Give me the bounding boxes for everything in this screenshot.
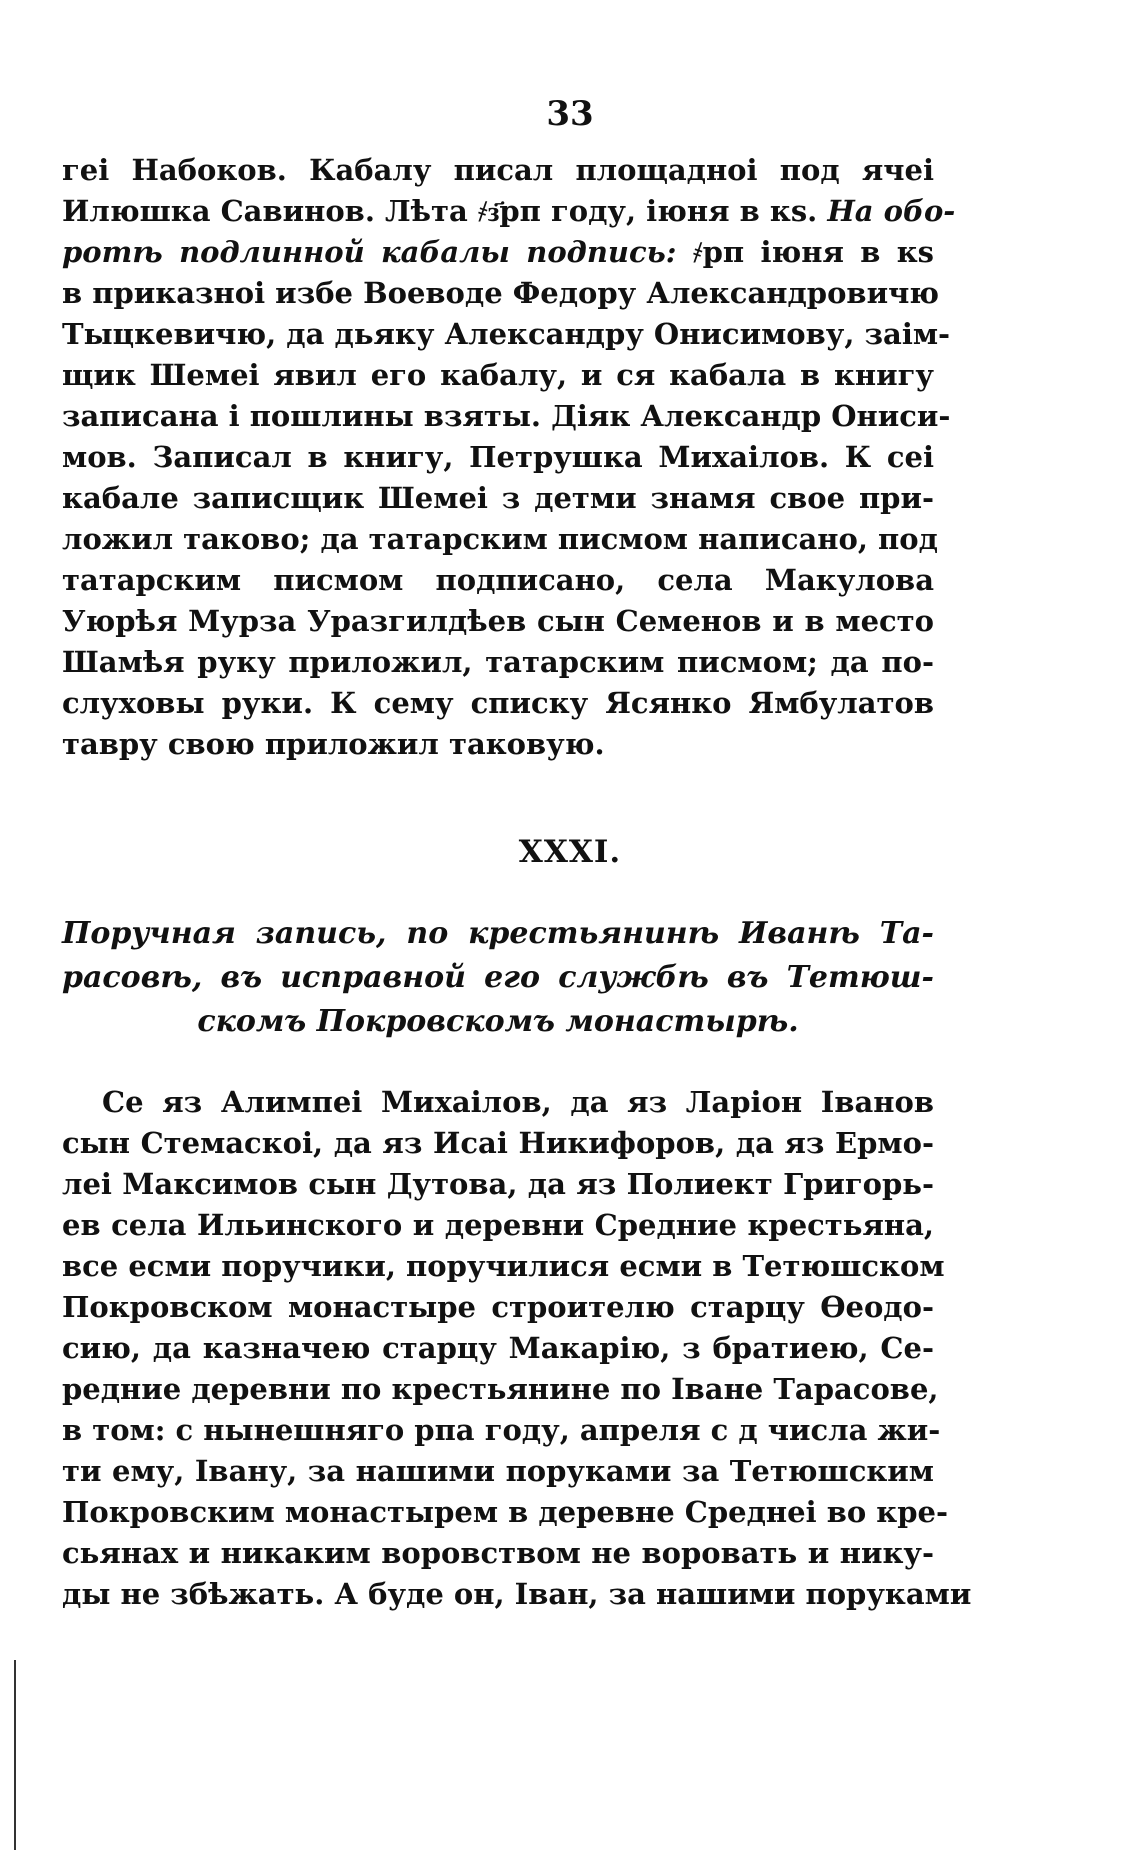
text-line: Уюрѣя Мурза Уразгилдѣев сын Семенов и в место	[62, 604, 934, 638]
section-heading	[62, 912, 934, 1044]
text-line: тавру свою приложил таковую.	[62, 727, 605, 761]
text-line: ев села Ильинского и деревни Средние крестьяна,	[62, 1208, 934, 1242]
italic-text: На обо-	[827, 194, 956, 228]
text-line: ти ему, Івану, за нашими поруками за Тетюшским	[62, 1454, 934, 1488]
text-line: слуховы руки. К сему списку Ясянко Ямбулатов	[62, 686, 934, 720]
text-line: Тыцкевичю, да дьяку Александру Онисимову, заім-	[62, 317, 951, 351]
page-number: 33	[546, 94, 594, 134]
text-line: Се яз Алимпеі Михаілов, да яз Ларіон Іванов	[102, 1085, 934, 1119]
text-line: Покровским монастырем в деревне Среднеі во кре-	[62, 1495, 949, 1529]
text-line: редние деревни по крестьянине по Іване Тарасове,	[62, 1372, 939, 1406]
heading-line: расовѣ, въ исправной его службѣ въ Тетюш-	[62, 960, 934, 995]
paragraph-1	[62, 150, 956, 765]
heading-line: скомъ Покровскомъ монастырѣ.	[197, 1004, 799, 1039]
text-line: сын Стемаскоі, да яз Исаі Никифоров, да яз Ермо-	[62, 1126, 934, 1160]
text-line: записана і пошлины взяты. Діяк Александр Ониси-	[62, 399, 951, 433]
text-line: в приказноі избе Воеводе Федору Александровичю	[62, 276, 940, 310]
text-line: все есми поручики, поручилися есми в Тетюшском	[62, 1249, 945, 1283]
text-line: ды не збѣжать. А буде он, Іван, за нашими поруками	[62, 1577, 972, 1611]
text-line: геі Набоков. Кабалу писал площадноі под ячеі	[62, 153, 934, 187]
heading-line: Поручная запись, по крестьянинѣ Иванѣ Та-	[62, 916, 934, 951]
text-line: мов. Записал в книгу, Петрушка Михаілов. К сеі	[62, 440, 934, 474]
text-line: ротѣ подлинной кабалы подпись: ҂рп іюня в кѕ	[62, 235, 934, 269]
text-line: кабале записщик Шемеі з детми знамя свое при-	[62, 481, 934, 515]
section-number: XXXI.	[518, 834, 622, 870]
text-line: татарским писмом подписано, села Макулова	[62, 563, 934, 597]
paragraph-2	[62, 1082, 972, 1615]
text-line: сию, да казначею старцу Макарію, з братиею, Се-	[62, 1331, 934, 1365]
text-line: щик Шемеі явил его кабалу, и ся кабала в книгу	[62, 358, 934, 392]
text-line: в том: с нынешняго рпа году, апреля с д числа жи-	[62, 1413, 941, 1447]
text-line: Покровском монастыре строителю старцу Ѳеодо-	[62, 1290, 934, 1324]
text-line: Илюшка Савинов. Лѣта ҂з҃рп году, іюня в кѕ. На обо-	[62, 194, 956, 228]
text-line: сьянах и никаким воровством не воровать и нику-	[62, 1536, 934, 1570]
text-line: Шамѣя руку приложил, татарским писмом; да по-	[62, 645, 934, 679]
text-line: леі Максимов сын Дутова, да яз Полиект Григорь-	[62, 1167, 934, 1201]
margin-rule	[14, 1660, 16, 1850]
italic-text: ротѣ подлинной кабалы подпись:	[62, 235, 693, 269]
text-line: ложил таково; да татарским писмом написано, под	[62, 522, 938, 556]
